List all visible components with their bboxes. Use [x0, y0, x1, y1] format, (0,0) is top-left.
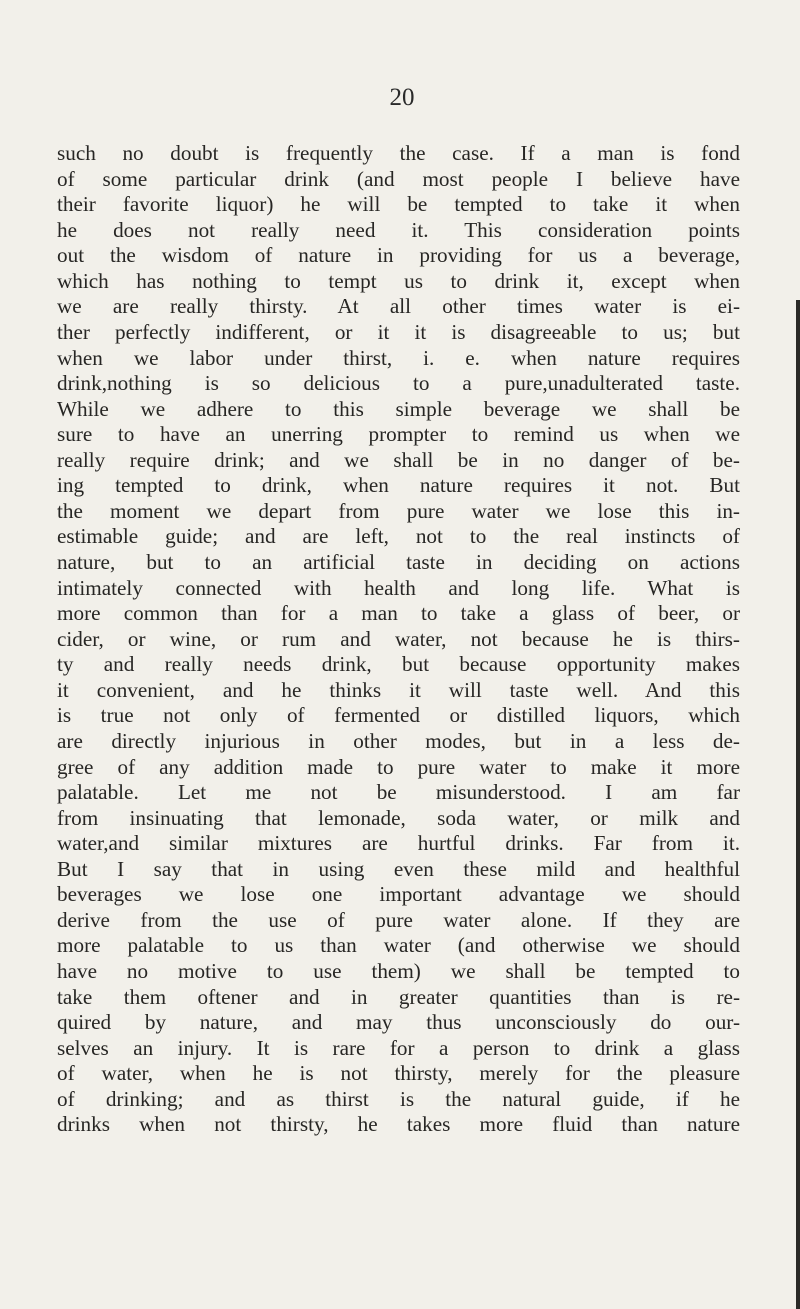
text-line: beverages we lose one important advantage we should	[57, 882, 740, 907]
text-line: drinks when not thirsty, he takes more fluid than nature	[57, 1112, 740, 1137]
text-line: is true not only of fermented or distilled liquors, which	[57, 703, 740, 728]
text-line: of water, when he is not thirsty, merely for the pleasure	[57, 1061, 740, 1086]
text-line: gree of any addition made to pure water to make it more	[57, 754, 740, 779]
text-line: take them oftener and in greater quantities than is re-	[57, 984, 740, 1009]
text-line: their favorite liquor) he will be tempted to take it when	[57, 192, 740, 217]
text-line: it convenient, and he thinks it will taste well. And this	[57, 677, 740, 702]
text-line: derive from the use of pure water alone. If they are	[57, 907, 740, 932]
page-edge-shadow	[796, 300, 800, 1309]
text-line: drink,nothing is so delicious to a pure,unadulterated taste.	[57, 371, 740, 396]
text-line: nature, but to an artificial taste in deciding on actions	[57, 550, 740, 574]
text-line: sure to have an unerring prompter to remind us when we	[57, 422, 740, 447]
text-line: of drinking; and as thirst is the natural guide, if he	[57, 1086, 740, 1111]
text-line: quired by nature, and may thus unconsciously do our-	[57, 1010, 740, 1035]
text-line: water,and similar mixtures are hurtful drinks. Far from it.	[57, 831, 740, 856]
page-number: 20	[389, 84, 415, 111]
text-line: are directly injurious in other modes, but in a less de-	[57, 728, 740, 753]
text-line: selves an injury. It is rare for a person to drink a glass	[57, 1035, 740, 1060]
text-line: the moment we depart from pure water we lose this in-	[57, 498, 740, 523]
text-line: more palatable to us than water (and otherwise we should	[57, 933, 740, 958]
text-line: from insinuating that lemonade, soda water, or milk and	[57, 805, 740, 830]
text-line: have no motive to use them) we shall be tempted to	[57, 959, 740, 983]
text-line: when we labor under thirst, i. e. when nature requires	[57, 345, 740, 370]
text-line: he does not really need it. This consideration points	[57, 217, 740, 242]
text-line: estimable guide; and are left, not to the real instincts of	[57, 524, 740, 549]
text-line: of some particular drink (and most people I believe have	[57, 166, 740, 191]
text-line: more common than for a man to take a glass of beer, or	[57, 601, 740, 626]
text-line: While we adhere to this simple beverage we shall be	[57, 396, 740, 421]
text-line: ty and really needs drink, but because opportunity makes	[57, 652, 740, 677]
text-line: intimately connected with health and long life. What is	[57, 575, 740, 600]
text-line: palatable. Let me not be misunderstood. I am far	[57, 780, 740, 805]
text-line: which has nothing to tempt us to drink it, except when	[57, 268, 740, 293]
text-line: But I say that in using even these mild and healthful	[57, 856, 740, 881]
text-line: out the wisdom of nature in providing for us a beverage,	[57, 243, 740, 268]
text-line: ing tempted to drink, when nature requires it not. But	[57, 473, 740, 498]
text-line: really require drink; and we shall be in no danger of be-	[57, 447, 740, 472]
text-line: such no doubt is frequently the case. If a man is fond	[57, 141, 740, 165]
text-line: cider, or wine, or rum and water, not because he is thirs-	[57, 626, 740, 651]
text-line: ther perfectly indifferent, or it it is disagreeable to us; but	[57, 319, 740, 344]
body-text	[57, 141, 740, 1138]
text-line: we are really thirsty. At all other times water is ei-	[57, 294, 740, 319]
